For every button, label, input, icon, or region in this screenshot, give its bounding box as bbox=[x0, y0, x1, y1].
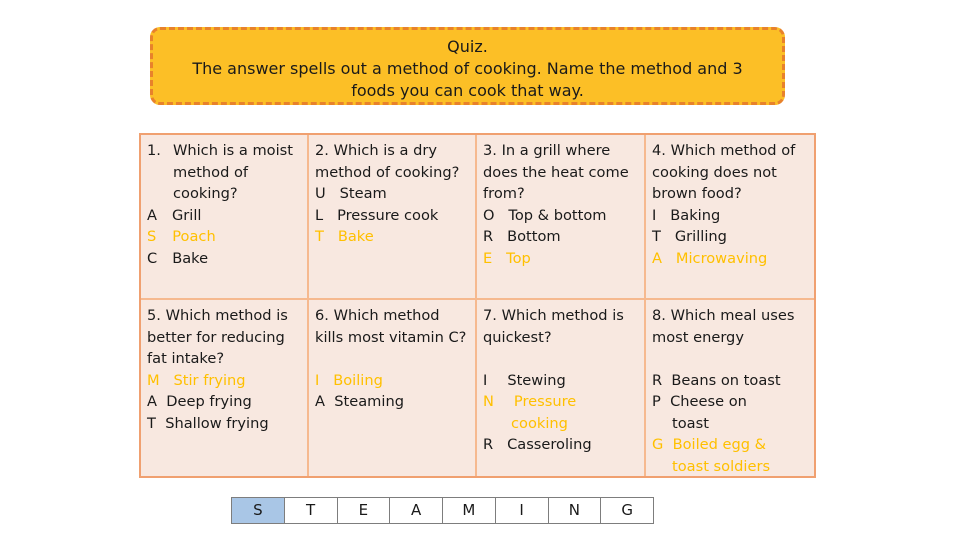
option-text: Bake bbox=[172, 249, 209, 267]
question-text-line: 7. Which method is bbox=[483, 307, 624, 324]
option-letter: A bbox=[147, 206, 157, 224]
question-text-line: 8. Which meal uses bbox=[652, 307, 795, 324]
option-letter: I bbox=[483, 371, 488, 389]
answer-letter-box: M bbox=[442, 497, 496, 524]
option-letter: G bbox=[652, 436, 664, 453]
option-letter: A bbox=[652, 249, 662, 267]
option bbox=[652, 205, 808, 227]
option-text: Cheese on bbox=[670, 393, 747, 410]
option-letter: A bbox=[315, 393, 325, 410]
question-text-line: Which is a moist bbox=[172, 142, 293, 159]
option-text: Boiled egg & bbox=[672, 436, 767, 453]
answer-letter-strip bbox=[232, 497, 654, 524]
option bbox=[147, 248, 301, 270]
question-number: 1. bbox=[147, 142, 161, 159]
option-correct bbox=[652, 248, 808, 270]
option bbox=[483, 370, 638, 392]
option bbox=[652, 391, 808, 413]
option-letter: U bbox=[315, 185, 326, 202]
question-cell-1 bbox=[141, 135, 309, 300]
option-text: Baking bbox=[670, 206, 721, 224]
option-correct bbox=[483, 248, 638, 270]
option-letter: I bbox=[315, 371, 320, 389]
answer-letter-box: S bbox=[231, 497, 285, 524]
option bbox=[483, 205, 638, 227]
question-text-line: method of bbox=[173, 163, 249, 181]
option-text: Microwaving bbox=[675, 249, 768, 267]
option-correct bbox=[315, 370, 469, 392]
banner-title: Quiz. bbox=[447, 37, 488, 56]
option-text: Casseroling bbox=[507, 436, 592, 453]
question-text-line: most energy bbox=[652, 328, 744, 346]
option-text: Pressure cook bbox=[337, 206, 439, 224]
option-correct bbox=[652, 434, 808, 456]
question-cell-4 bbox=[646, 135, 814, 300]
option bbox=[483, 434, 638, 456]
option-letter: N bbox=[483, 393, 494, 410]
quiz-banner bbox=[150, 27, 785, 105]
option bbox=[315, 391, 469, 413]
answer-letter-box: I bbox=[495, 497, 549, 524]
question-text-line: cooking does not bbox=[652, 163, 777, 181]
option-letter: R bbox=[483, 228, 494, 245]
option-letter: T bbox=[315, 228, 324, 245]
option-letter: C bbox=[147, 249, 158, 267]
answer-letter-box: E bbox=[337, 497, 391, 524]
spacer bbox=[652, 348, 808, 370]
option-text: Bake bbox=[337, 228, 374, 245]
option bbox=[652, 226, 808, 248]
answer-letter-box: N bbox=[548, 497, 602, 524]
option-letter: R bbox=[483, 436, 494, 453]
option-letter: A bbox=[147, 393, 157, 410]
option-letter: T bbox=[147, 414, 156, 432]
option-letter: E bbox=[483, 249, 493, 267]
option-letter: P bbox=[652, 393, 661, 410]
question-text-line: does the heat come bbox=[483, 163, 629, 181]
question-cell-3 bbox=[477, 135, 646, 300]
question-text-line: method of cooking? bbox=[315, 163, 460, 181]
option-letter: S bbox=[147, 228, 157, 245]
option-text: Top & bottom bbox=[508, 206, 607, 224]
option-letter: I bbox=[652, 206, 657, 224]
banner-instruction-line-1: The answer spells out a method of cooking. Name the method and 3 bbox=[192, 59, 743, 78]
question-text-line: 2. Which is a dry bbox=[315, 142, 437, 159]
answer-letter-box: A bbox=[389, 497, 443, 524]
option-text: Pressure bbox=[513, 393, 577, 410]
option-correct bbox=[147, 226, 301, 248]
question-text-line: quickest? bbox=[483, 328, 552, 346]
answer-letter-box: T bbox=[284, 497, 338, 524]
option-text: Boiling bbox=[333, 371, 383, 389]
option-text: Shallow frying bbox=[165, 414, 269, 432]
option-text: Stewing bbox=[507, 371, 566, 389]
banner-instruction-line-2: foods you can cook that way. bbox=[351, 81, 584, 100]
option-text: Deep frying bbox=[166, 393, 252, 410]
option-text: Grilling bbox=[674, 228, 727, 245]
option-text: Steam bbox=[339, 185, 387, 202]
spacer bbox=[483, 348, 638, 370]
option bbox=[147, 391, 301, 413]
option bbox=[483, 226, 638, 248]
spacer bbox=[315, 348, 469, 370]
question-text-line: brown food? bbox=[652, 185, 742, 202]
option-text: Steaming bbox=[334, 393, 404, 410]
option bbox=[147, 413, 301, 435]
option-text: Bottom bbox=[507, 228, 561, 245]
option-correct bbox=[483, 391, 638, 413]
question-text-line: 3. In a grill where bbox=[483, 142, 611, 159]
option-text: Grill bbox=[171, 206, 202, 224]
question-text-line: better for reducing bbox=[147, 328, 285, 346]
option bbox=[315, 183, 469, 205]
question-cell-5 bbox=[141, 300, 309, 476]
question-grid bbox=[139, 133, 816, 478]
question-cell-8 bbox=[646, 300, 814, 476]
option-correct bbox=[147, 370, 301, 392]
option-letter: M bbox=[147, 371, 160, 389]
option-continuation: toast bbox=[672, 414, 709, 432]
question-text-line: fat intake? bbox=[147, 350, 225, 367]
question-text-line: cooking? bbox=[173, 185, 238, 202]
question-text-line: 5. Which method is bbox=[147, 307, 288, 324]
option bbox=[147, 205, 301, 227]
option bbox=[315, 205, 469, 227]
question-text-line: kills most vitamin C? bbox=[315, 328, 467, 346]
option-letter: T bbox=[652, 228, 661, 245]
option bbox=[652, 370, 808, 392]
option-text: Beans on toast bbox=[671, 371, 781, 389]
option-text: Stir frying bbox=[173, 371, 246, 389]
question-text-line: 4. Which method of bbox=[652, 142, 796, 159]
question-cell-6 bbox=[309, 300, 477, 476]
question-text-line: from? bbox=[483, 185, 525, 202]
option-text: Top bbox=[506, 249, 531, 267]
answer-letter-box: G bbox=[600, 497, 654, 524]
question-cell-2 bbox=[309, 135, 477, 300]
option-correct bbox=[315, 226, 469, 248]
option-continuation: cooking bbox=[511, 414, 568, 432]
option-continuation: toast soldiers bbox=[672, 457, 771, 475]
option-letter: R bbox=[652, 371, 663, 389]
option-text: Poach bbox=[172, 228, 216, 245]
question-cell-7 bbox=[477, 300, 646, 476]
option-letter: L bbox=[315, 206, 324, 224]
question-text-line: 6. Which method bbox=[315, 307, 440, 324]
option-letter: O bbox=[483, 206, 495, 224]
